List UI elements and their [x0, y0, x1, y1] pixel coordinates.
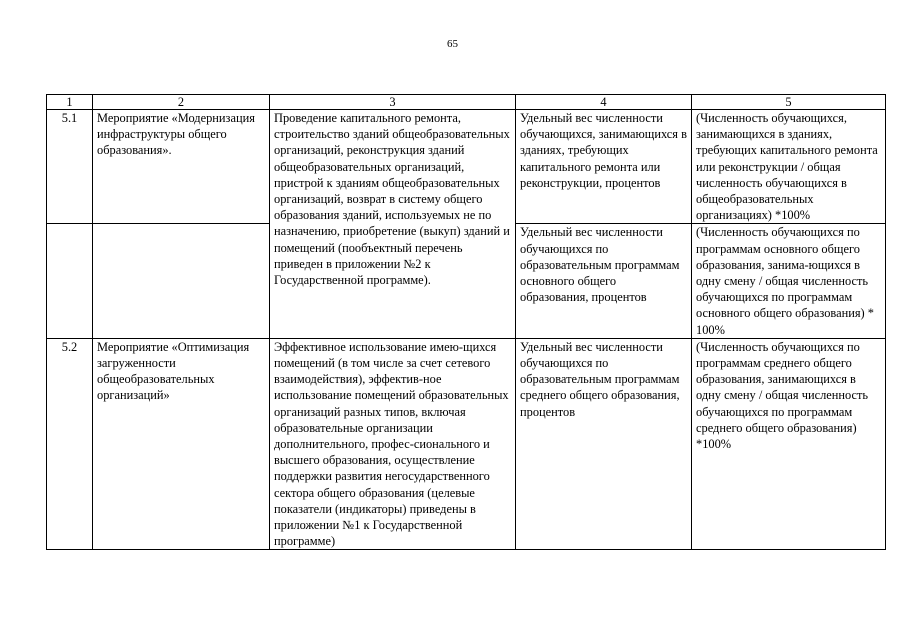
page-number: 65 [447, 38, 458, 50]
indicator-formula: (Численность обучающихся по программам основного общего образования, занима-ющихся в одну смену / общая численность обучающихся по программам основного общего образования) * 100% [692, 224, 886, 338]
table-header-row [47, 95, 886, 110]
row-number: 5.1 [47, 110, 93, 224]
indicator-name: Удельный вес численности обучающихся по образовательным программам среднего общего образования, процентов [516, 338, 692, 550]
indicator-name: Удельный вес численности обучающихся, занимающихся в зданиях, требующих капитального ремонта или реконструкции, процентов [516, 110, 692, 224]
activity-description: Проведение капитального ремонта, строительство зданий общеобразовательных организаций, реконструкция зданий общеобразовательных организаций, пристрой к зданиям общеобразовательных организаций, возврат в систему общего образования зданий, используемых не по назначению, приобретение (выкуп) зданий и помещений (пообъектный перечень приведен в приложении №2 к Государственной программе). [270, 110, 516, 339]
measures-table [46, 94, 886, 550]
indicator-formula: (Численность обучающихся, занимающихся в зданиях, требующих капитального ремонта или реконструкции / общая численность обучающихся в общеобразовательных организациях) *100% [692, 110, 886, 224]
column-header: 2 [93, 95, 270, 110]
activity-name: Мероприятие «Оптимизация загруженности общеобразовательных организаций» [93, 338, 270, 550]
indicator-name: Удельный вес численности обучающихся по образовательным программам основного общего образования, процентов [516, 224, 692, 338]
activity-name-continued [93, 224, 270, 338]
activity-description: Эффективное использование имею-щихся помещений (в том числе за счет сетевого взаимодействия), эффектив-ное использование помещений образовательных организаций разных типов, включая образовательные организации дополнительного, профес-сионального и высшего образования, осуществление поддержки развития негосударственного сектора общего образования (целевые показатели (индикаторы) приведены в приложении №1 к Государственной программе) [270, 338, 516, 550]
column-header: 4 [516, 95, 692, 110]
row-number-continued [47, 224, 93, 338]
column-header: 1 [47, 95, 93, 110]
indicator-formula: (Численность обучающихся по программам среднего общего образования, занимающихся в одну смену / общая численность обучающихся по программам среднего общего образования) *100% [692, 338, 886, 550]
column-header: 5 [692, 95, 886, 110]
table-row [47, 110, 886, 224]
row-number: 5.2 [47, 338, 93, 550]
table-row [47, 338, 886, 550]
column-header: 3 [270, 95, 516, 110]
activity-name: Мероприятие «Модернизация инфраструктуры общего образования». [93, 110, 270, 224]
